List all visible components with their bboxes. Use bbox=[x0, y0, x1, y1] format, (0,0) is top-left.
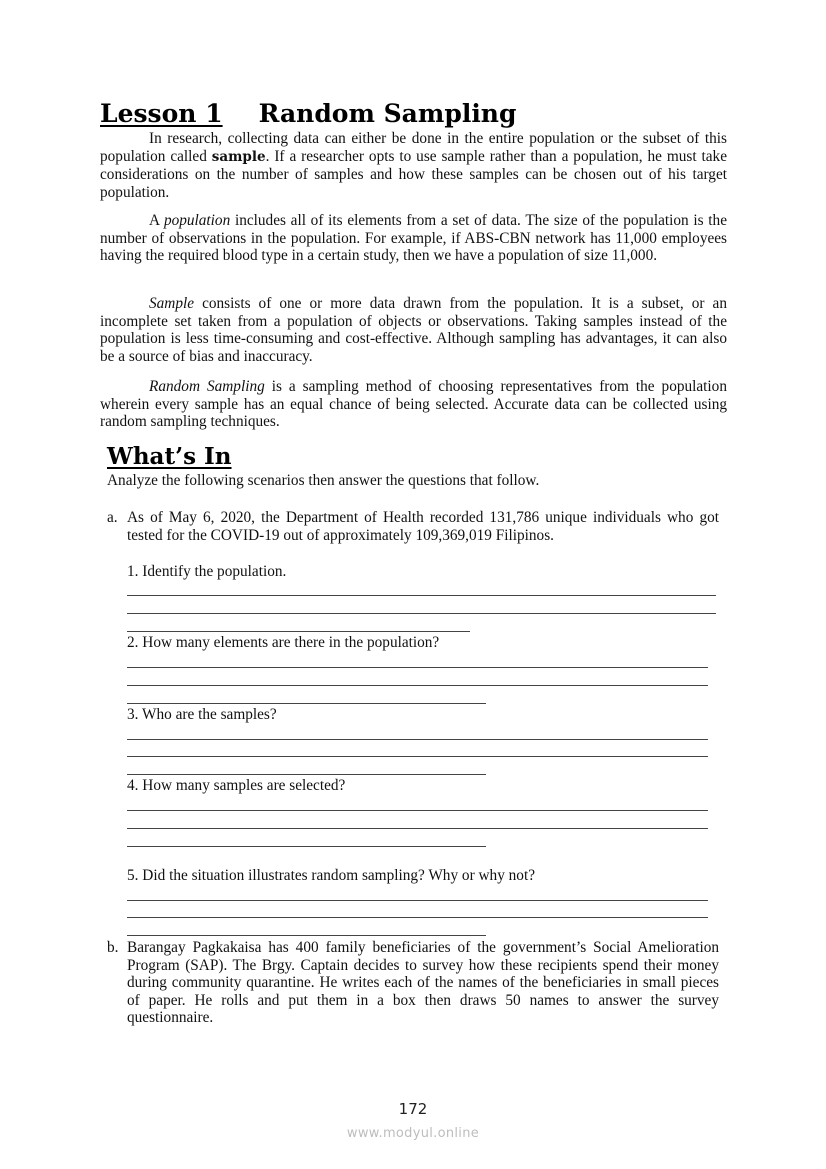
intro-paragraph-1: In research, collecting data can either be done in the entire population or the subset of this population called sample. If a researcher opts to use sample rather than a population, he must take considerations on the number of samples and how these samples can be chosen out of his target population. bbox=[100, 130, 727, 201]
whats-in-instruction: Analyze the following scenarios then answer the questions that follow. bbox=[107, 472, 540, 489]
intro-paragraph-4: Random Sampling is a sampling method of choosing representatives from the population wherein every sample has an equal chance of being selected. Accurate data can be collected using random sampling techniques. bbox=[100, 378, 727, 431]
answer-line-q3-1[interactable] bbox=[127, 739, 708, 740]
question-5: 5. Did the situation illustrates random sampling? Why or why not? bbox=[127, 867, 535, 884]
term-population: population bbox=[163, 212, 231, 229]
answer-line-q4-2[interactable] bbox=[127, 828, 708, 829]
question-2: 2. How many elements are there in the population? bbox=[127, 634, 440, 651]
page-number: 172 bbox=[398, 1100, 428, 1118]
intro-paragraph-3: Sample consists of one or more data drawn from the population. It is a subset, or an incomplete set taken from a population of objects or observations. Taking samples instead of the population is less time-consuming and cost-effective. Although sampling has advantages, it can also be a source of bias and inaccuracy. bbox=[100, 295, 727, 365]
lesson-number: Lesson 1 bbox=[100, 99, 223, 128]
term-sample: sample bbox=[211, 148, 266, 165]
answer-line-q1-2[interactable] bbox=[127, 613, 716, 614]
watermark: www.modyul.online bbox=[346, 1126, 480, 1141]
answer-line-q5-1[interactable] bbox=[127, 900, 708, 901]
scenario-a bbox=[107, 509, 719, 544]
answer-line-q2-2[interactable] bbox=[127, 685, 708, 686]
term-sample-italic: Sample bbox=[149, 295, 195, 312]
term-random-sampling: Random Sampling bbox=[149, 378, 265, 395]
answer-line-q4-3[interactable] bbox=[127, 846, 486, 847]
scenario-a-marker: a. bbox=[107, 509, 118, 526]
answer-line-q1-1[interactable] bbox=[127, 595, 716, 596]
whats-in-heading: What’s In bbox=[107, 443, 232, 470]
answer-line-q2-1[interactable] bbox=[127, 667, 708, 668]
lesson-heading bbox=[100, 99, 516, 129]
scenario-a-text: As of May 6, 2020, the Department of Health recorded 131,786 unique individuals who got tested for the COVID-19 out of approximately 109,369,019 Filipinos. bbox=[127, 509, 719, 544]
lesson-title: Random Sampling bbox=[258, 99, 517, 128]
intro-paragraph-2: A population includes all of its elements from a set of data. The size of the population is the number of observations in the population. For example, if ABS-CBN network has 11,000 employees having the required blood type in a certain study, then we have a population of size 11,000. bbox=[100, 212, 727, 265]
scenario-b-marker: b. bbox=[107, 939, 119, 956]
answer-line-q3-2[interactable] bbox=[127, 756, 708, 757]
answer-line-q5-3[interactable] bbox=[127, 935, 486, 936]
answer-line-q1-3[interactable] bbox=[127, 631, 470, 632]
scenario-b bbox=[107, 939, 719, 1027]
answer-line-q3-3[interactable] bbox=[127, 774, 486, 775]
scenario-b-text: Barangay Pagkakaisa has 400 family beneficiaries of the government’s Social Amelioration Program (SAP). The Brgy. Captain decides to survey how these recipients spend their money during community quarantine. He writes each of the names of the beneficiaries in small pieces of paper. He rolls and put them in a box then draws 50 names to answer the survey questionnaire. bbox=[127, 939, 719, 1027]
answer-line-q2-3[interactable] bbox=[127, 703, 486, 704]
answer-line-q4-1[interactable] bbox=[127, 810, 708, 811]
question-1: 1. Identify the population. bbox=[127, 563, 287, 580]
answer-line-q5-2[interactable] bbox=[127, 917, 708, 918]
question-4: 4. How many samples are selected? bbox=[127, 777, 346, 794]
question-3: 3. Who are the samples? bbox=[127, 706, 277, 723]
